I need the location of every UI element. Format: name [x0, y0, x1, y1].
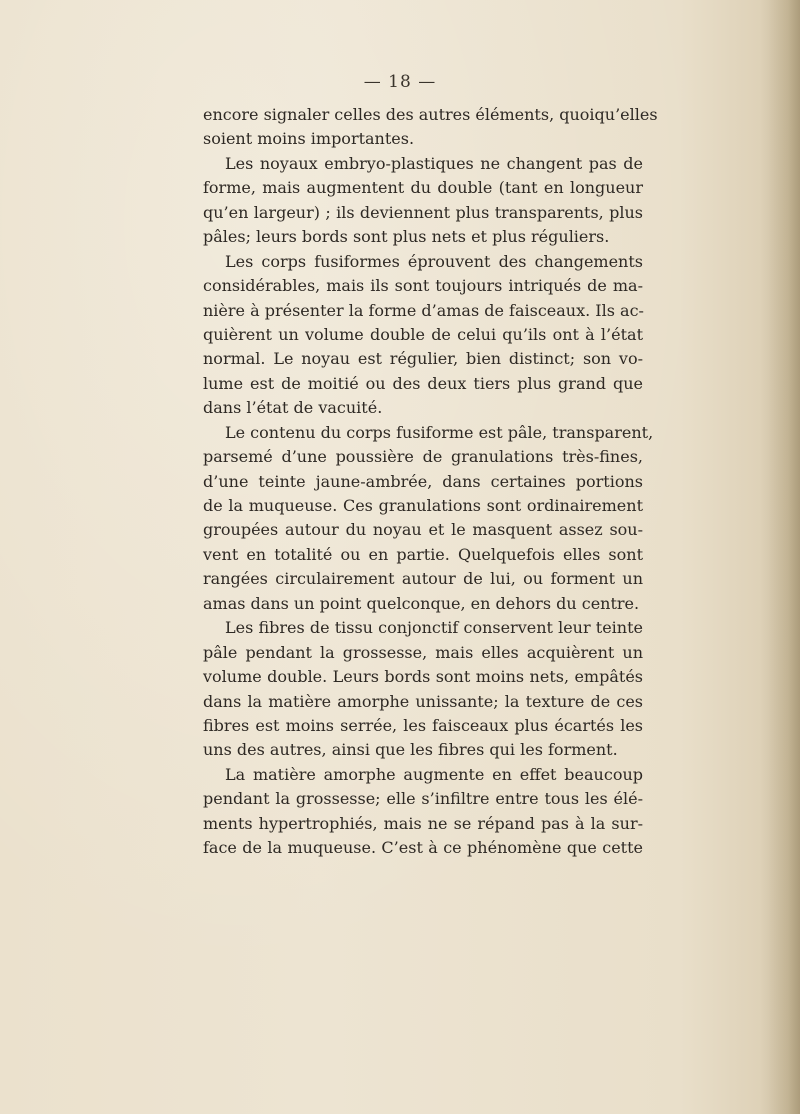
- text-line: dans la matière amorphe unissante; la texture de ces: [203, 691, 643, 711]
- text-line: Les noyaux embryo-plastiques ne changent pas de: [225, 153, 643, 173]
- page-number: — 18 —: [363, 72, 437, 92]
- body-text: [203, 103, 658, 861]
- text-line: forme, mais augmentent du double (tant en longueur: [203, 178, 643, 198]
- text-line: rangées circulairement autour de lui, ou forment un: [203, 569, 643, 589]
- text-line: Les corps fusiformes éprouvent des changements: [225, 251, 643, 271]
- text-line: normal. Le noyau est régulier, bien distinct; son vo-: [203, 349, 643, 369]
- text-line: pâle pendant la grossesse, mais elles acquièrent un: [203, 642, 643, 662]
- text-line: encore signaler celles des autres éléments, quoiqu’elles: [203, 105, 658, 124]
- text-line: lume est de moitié ou des deux tiers plus grand que: [203, 373, 643, 393]
- text-line: considérables, mais ils sont toujours intriqués de ma-: [203, 276, 643, 296]
- text-line: dans l’état de vacuité.: [203, 398, 383, 418]
- text-line: soient moins importantes.: [203, 129, 415, 149]
- text-line: qu’en largeur) ; ils deviennent plus transparents, plus: [203, 202, 643, 222]
- text-line: nière à présenter la forme d’amas de faisceaux. Ils ac-: [203, 300, 644, 320]
- text-line: La matière amorphe augmente en effet beaucoup: [225, 764, 643, 784]
- text-line: ments hypertrophiés, mais ne se répand pas à la sur-: [203, 813, 643, 833]
- text-line: volume double. Leurs bords sont moins nets, empâtés: [203, 667, 643, 687]
- text-line: face de la muqueuse. C’est à ce phénomène que cette: [203, 838, 643, 858]
- text-line: pendant la grossesse; elle s’infiltre entre tous les élé-: [203, 789, 643, 809]
- text-line: fibres est moins serrée, les faisceaux plus écartés les: [203, 715, 643, 735]
- text-line: uns des autres, ainsi que les fibres qui les forment.: [203, 740, 618, 760]
- page-edge-shadow: [760, 0, 800, 1114]
- text-line: Les fibres de tissu conjonctif conservent leur teinte: [225, 618, 643, 638]
- text-line: pâles; leurs bords sont plus nets et plus réguliers.: [203, 227, 610, 247]
- text-line: groupées autour du noyau et le masquent assez sou-: [203, 520, 643, 540]
- text-line: d’une teinte jaune-ambrée, dans certaines portions: [203, 471, 643, 491]
- text-line: Le contenu du corps fusiforme est pâle, transparent,: [225, 422, 654, 442]
- text-line: vent en totalité ou en partie. Quelquefois elles sont: [203, 544, 643, 564]
- text-line: parsemé d’une poussière de granulations très-fines,: [203, 447, 643, 467]
- text-line: de la muqueuse. Ces granulations sont ordinairement: [203, 496, 643, 515]
- text-line: amas dans un point quelconque, en dehors du centre.: [203, 593, 640, 613]
- text-line: quièrent un volume double de celui qu’ils ont à l’état: [203, 324, 643, 344]
